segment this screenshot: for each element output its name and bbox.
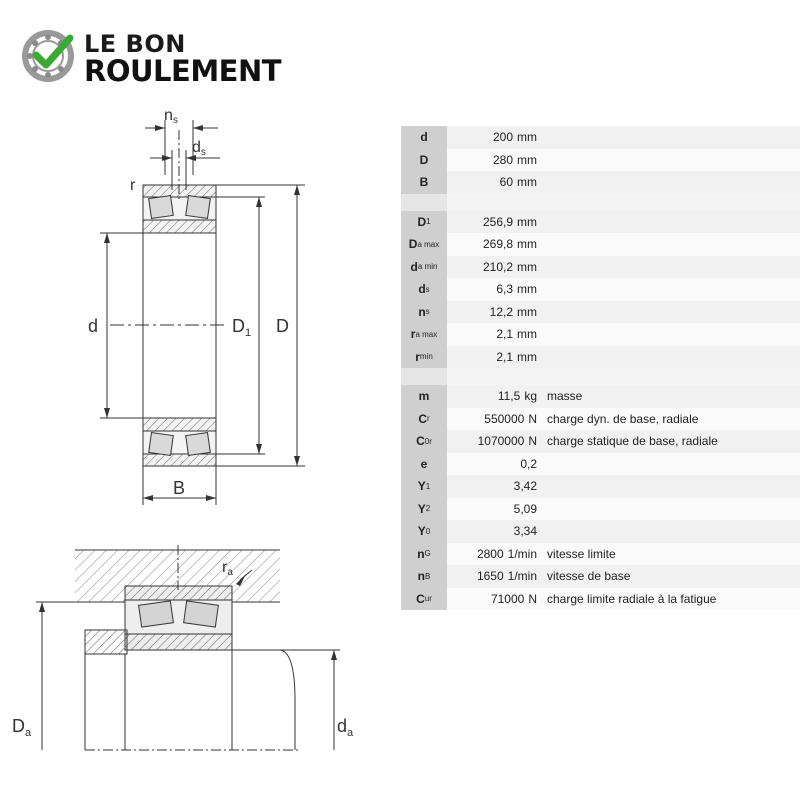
spec-value: 2800 1/min xyxy=(447,543,541,566)
spec-key: d a min xyxy=(401,256,447,279)
logo-text-line1: LE BON xyxy=(84,30,186,58)
label-D: D xyxy=(276,316,289,336)
spec-row xyxy=(401,385,800,408)
spec-description xyxy=(541,301,800,324)
spec-row xyxy=(401,453,800,476)
spec-description xyxy=(541,171,800,194)
spec-key: n G xyxy=(401,543,447,566)
spec-value: 550000 N xyxy=(447,408,541,431)
spec-description xyxy=(541,278,800,301)
spec-key: n s xyxy=(401,301,447,324)
spec-key: d xyxy=(401,126,447,149)
label-Da: $D_a$ xyxy=(12,716,32,739)
spec-row xyxy=(401,498,800,521)
spec-row xyxy=(401,211,800,234)
label-D1: $D_1$ xyxy=(232,316,252,339)
spec-row xyxy=(401,233,800,256)
spec-key: d s xyxy=(401,278,447,301)
spec-key: m xyxy=(401,385,447,408)
spec-row xyxy=(401,149,800,172)
spec-value: 71000 N xyxy=(447,588,541,611)
spec-value: 11,5 kg xyxy=(447,385,541,408)
spec-key: C 0r xyxy=(401,430,447,453)
mounting-diagram xyxy=(36,545,340,750)
specs-table xyxy=(401,126,800,610)
spec-key: Y 1 xyxy=(401,475,447,498)
spec-description: charge limite radiale à la fatigue xyxy=(541,588,800,611)
spec-description: vitesse limite xyxy=(541,543,800,566)
spec-row xyxy=(401,430,800,453)
spec-value: 12,2 mm xyxy=(447,301,541,324)
spec-key: n B xyxy=(401,565,447,588)
spec-row xyxy=(401,126,800,149)
spec-key: r a max xyxy=(401,323,447,346)
logo-text-line2: ROULEMENT xyxy=(84,54,282,88)
spec-description xyxy=(541,520,800,543)
spec-description xyxy=(541,453,800,476)
spec-key: B xyxy=(401,171,447,194)
spec-key: D xyxy=(401,149,447,172)
spec-key: C r xyxy=(401,408,447,431)
spec-value: 210,2 mm xyxy=(447,256,541,279)
spec-value: 200 mm xyxy=(447,126,541,149)
spec-value: 3,42 xyxy=(447,475,541,498)
spec-row xyxy=(401,346,800,369)
spec-description xyxy=(541,233,800,256)
spec-row xyxy=(401,323,800,346)
spec-value: 60 mm xyxy=(447,171,541,194)
spec-value: 269,8 mm xyxy=(447,233,541,256)
spec-value: 2,1 mm xyxy=(447,346,541,369)
spec-row xyxy=(401,475,800,498)
spec-value: 1070000 N xyxy=(447,430,541,453)
label-B: B xyxy=(173,478,186,498)
spec-key: e xyxy=(401,453,447,476)
spec-description xyxy=(541,475,800,498)
spec-description xyxy=(541,323,800,346)
spec-row xyxy=(401,301,800,324)
spec-key: C ur xyxy=(401,588,447,611)
spec-value: 1650 1/min xyxy=(447,565,541,588)
label-da: $d_a$ xyxy=(337,716,354,739)
spec-key: r min xyxy=(401,346,447,369)
spec-description xyxy=(541,211,800,234)
spec-description xyxy=(541,149,800,172)
spec-row xyxy=(401,588,800,611)
spec-description xyxy=(541,498,800,521)
spec-value: 6,3 mm xyxy=(447,278,541,301)
spec-spacer xyxy=(401,368,800,385)
spec-row xyxy=(401,408,800,431)
spec-key: Y 2 xyxy=(401,498,447,521)
spec-value: 280 mm xyxy=(447,149,541,172)
spec-description: masse xyxy=(541,385,800,408)
spec-description xyxy=(541,256,800,279)
spec-row xyxy=(401,278,800,301)
spec-description: charge dyn. de base, radiale xyxy=(541,408,800,431)
label-ra: ra xyxy=(222,559,233,578)
label-d: d xyxy=(88,316,99,336)
spec-description xyxy=(541,346,800,369)
spec-spacer xyxy=(401,194,800,211)
spec-key: Y 0 xyxy=(401,520,447,543)
spec-row xyxy=(401,256,800,279)
spec-row xyxy=(401,565,800,588)
label-r: r xyxy=(130,177,136,194)
spec-value: 3,34 xyxy=(447,520,541,543)
spec-description: charge statique de base, radiale xyxy=(541,430,800,453)
spec-value: 2,1 mm xyxy=(447,323,541,346)
spec-description: vitesse de base xyxy=(541,565,800,588)
spec-value: 5,09 xyxy=(447,498,541,521)
label-ns: ns xyxy=(164,107,178,126)
spec-description xyxy=(541,126,800,149)
spec-value: 0,2 xyxy=(447,453,541,476)
spec-row xyxy=(401,520,800,543)
spec-key: D a max xyxy=(401,233,447,256)
spec-key: D 1 xyxy=(401,211,447,234)
label-ds: ds xyxy=(192,139,206,158)
spec-value: 256,9 mm xyxy=(447,211,541,234)
spec-row xyxy=(401,171,800,194)
spec-row xyxy=(401,543,800,566)
